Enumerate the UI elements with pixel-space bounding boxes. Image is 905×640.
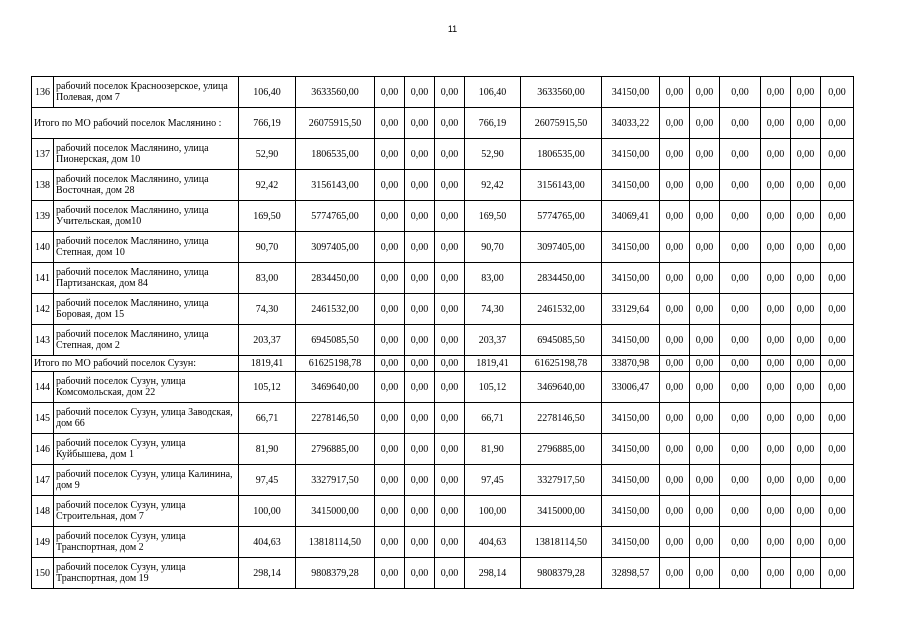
value-cell: 34150,00 bbox=[602, 170, 660, 201]
value-cell: 34150,00 bbox=[602, 434, 660, 465]
value-cell: 0,00 bbox=[761, 325, 791, 356]
value-cell: 0,00 bbox=[660, 108, 690, 139]
value-cell: 100,00 bbox=[465, 496, 521, 527]
value-cell: 0,00 bbox=[660, 434, 690, 465]
value-cell: 0,00 bbox=[791, 558, 821, 589]
value-cell: 0,00 bbox=[690, 356, 720, 372]
value-cell: 0,00 bbox=[821, 465, 854, 496]
value-cell: 0,00 bbox=[690, 527, 720, 558]
value-cell: 0,00 bbox=[761, 108, 791, 139]
value-cell: 52,90 bbox=[239, 139, 296, 170]
value-cell: 0,00 bbox=[690, 232, 720, 263]
table-row bbox=[32, 558, 854, 589]
value-cell: 0,00 bbox=[761, 294, 791, 325]
value-cell: 0,00 bbox=[761, 403, 791, 434]
value-cell: 0,00 bbox=[821, 108, 854, 139]
value-cell: 0,00 bbox=[660, 356, 690, 372]
value-cell: 0,00 bbox=[761, 496, 791, 527]
value-cell: 0,00 bbox=[375, 294, 405, 325]
value-cell: 0,00 bbox=[720, 139, 761, 170]
value-cell: 81,90 bbox=[465, 434, 521, 465]
value-cell: 2278146,50 bbox=[296, 403, 375, 434]
value-cell: 0,00 bbox=[791, 434, 821, 465]
value-cell: 90,70 bbox=[465, 232, 521, 263]
value-cell: 0,00 bbox=[375, 372, 405, 403]
value-cell: 0,00 bbox=[690, 108, 720, 139]
value-cell: 61625198,78 bbox=[296, 356, 375, 372]
value-cell: 0,00 bbox=[761, 356, 791, 372]
value-cell: 0,00 bbox=[791, 139, 821, 170]
value-cell: 0,00 bbox=[375, 232, 405, 263]
table-row bbox=[32, 263, 854, 294]
value-cell: 0,00 bbox=[435, 108, 465, 139]
value-cell: 404,63 bbox=[465, 527, 521, 558]
value-cell: 0,00 bbox=[405, 77, 435, 108]
address-cell: рабочий поселок Маслянино, улица Учительская, дом10 bbox=[54, 201, 239, 232]
value-cell: 0,00 bbox=[761, 527, 791, 558]
value-cell: 0,00 bbox=[791, 232, 821, 263]
table-row bbox=[32, 496, 854, 527]
value-cell: 0,00 bbox=[405, 434, 435, 465]
value-cell: 0,00 bbox=[375, 263, 405, 294]
row-number: 136 bbox=[32, 77, 54, 108]
value-cell: 0,00 bbox=[791, 356, 821, 372]
table-row bbox=[32, 294, 854, 325]
value-cell: 34150,00 bbox=[602, 325, 660, 356]
value-cell: 2278146,50 bbox=[521, 403, 602, 434]
value-cell: 5774765,00 bbox=[521, 201, 602, 232]
value-cell: 0,00 bbox=[405, 496, 435, 527]
value-cell: 0,00 bbox=[660, 201, 690, 232]
value-cell: 0,00 bbox=[660, 294, 690, 325]
value-cell: 105,12 bbox=[239, 372, 296, 403]
value-cell: 0,00 bbox=[375, 434, 405, 465]
value-cell: 0,00 bbox=[435, 139, 465, 170]
value-cell: 0,00 bbox=[720, 558, 761, 589]
row-number: 140 bbox=[32, 232, 54, 263]
value-cell: 0,00 bbox=[405, 558, 435, 589]
value-cell: 0,00 bbox=[761, 201, 791, 232]
value-cell: 0,00 bbox=[821, 403, 854, 434]
value-cell: 0,00 bbox=[690, 325, 720, 356]
value-cell: 0,00 bbox=[720, 403, 761, 434]
table-row bbox=[32, 232, 854, 263]
value-cell: 0,00 bbox=[375, 201, 405, 232]
value-cell: 0,00 bbox=[660, 232, 690, 263]
value-cell: 0,00 bbox=[791, 403, 821, 434]
value-cell: 0,00 bbox=[435, 372, 465, 403]
value-cell: 0,00 bbox=[821, 356, 854, 372]
value-cell: 0,00 bbox=[720, 356, 761, 372]
value-cell: 0,00 bbox=[405, 403, 435, 434]
row-number: 138 bbox=[32, 170, 54, 201]
value-cell: 34150,00 bbox=[602, 139, 660, 170]
value-cell: 34150,00 bbox=[602, 232, 660, 263]
value-cell: 2796885,00 bbox=[521, 434, 602, 465]
housing-table bbox=[31, 76, 854, 589]
value-cell: 0,00 bbox=[405, 201, 435, 232]
value-cell: 0,00 bbox=[375, 527, 405, 558]
value-cell: 0,00 bbox=[375, 496, 405, 527]
value-cell: 0,00 bbox=[435, 294, 465, 325]
value-cell: 0,00 bbox=[821, 372, 854, 403]
total-row bbox=[32, 356, 854, 372]
value-cell: 0,00 bbox=[720, 170, 761, 201]
value-cell: 0,00 bbox=[435, 434, 465, 465]
value-cell: 3327917,50 bbox=[521, 465, 602, 496]
value-cell: 0,00 bbox=[405, 527, 435, 558]
value-cell: 0,00 bbox=[791, 263, 821, 294]
value-cell: 298,14 bbox=[465, 558, 521, 589]
value-cell: 0,00 bbox=[791, 465, 821, 496]
value-cell: 0,00 bbox=[690, 403, 720, 434]
value-cell: 0,00 bbox=[660, 403, 690, 434]
value-cell: 3097405,00 bbox=[296, 232, 375, 263]
value-cell: 0,00 bbox=[720, 294, 761, 325]
table-row bbox=[32, 201, 854, 232]
value-cell: 0,00 bbox=[720, 372, 761, 403]
value-cell: 0,00 bbox=[791, 201, 821, 232]
value-cell: 0,00 bbox=[690, 139, 720, 170]
value-cell: 13818114,50 bbox=[521, 527, 602, 558]
value-cell: 0,00 bbox=[720, 263, 761, 294]
address-cell: рабочий поселок Маслянино, улица Степная, дом 10 bbox=[54, 232, 239, 263]
value-cell: 0,00 bbox=[435, 325, 465, 356]
value-cell: 0,00 bbox=[405, 232, 435, 263]
total-label: Итого по МО рабочий поселок Маслянино : bbox=[32, 108, 239, 139]
value-cell: 0,00 bbox=[375, 77, 405, 108]
value-cell: 97,45 bbox=[239, 465, 296, 496]
value-cell: 0,00 bbox=[690, 558, 720, 589]
value-cell: 0,00 bbox=[821, 201, 854, 232]
value-cell: 0,00 bbox=[791, 108, 821, 139]
address-cell: рабочий поселок Сузун, улица Строительная, дом 7 bbox=[54, 496, 239, 527]
table-row bbox=[32, 170, 854, 201]
value-cell: 0,00 bbox=[690, 201, 720, 232]
value-cell: 0,00 bbox=[761, 434, 791, 465]
row-number: 149 bbox=[32, 527, 54, 558]
value-cell: 3097405,00 bbox=[521, 232, 602, 263]
value-cell: 66,71 bbox=[239, 403, 296, 434]
value-cell: 9808379,28 bbox=[521, 558, 602, 589]
value-cell: 0,00 bbox=[435, 465, 465, 496]
address-cell: рабочий поселок Сузун, улица Транспортная, дом 2 bbox=[54, 527, 239, 558]
value-cell: 74,30 bbox=[239, 294, 296, 325]
value-cell: 34150,00 bbox=[602, 527, 660, 558]
row-number: 143 bbox=[32, 325, 54, 356]
value-cell: 0,00 bbox=[435, 170, 465, 201]
value-cell: 1806535,00 bbox=[521, 139, 602, 170]
value-cell: 0,00 bbox=[720, 527, 761, 558]
value-cell: 106,40 bbox=[239, 77, 296, 108]
value-cell: 0,00 bbox=[821, 527, 854, 558]
value-cell: 2461532,00 bbox=[521, 294, 602, 325]
value-cell: 1806535,00 bbox=[296, 139, 375, 170]
value-cell: 3633560,00 bbox=[521, 77, 602, 108]
value-cell: 0,00 bbox=[405, 465, 435, 496]
value-cell: 0,00 bbox=[435, 201, 465, 232]
value-cell: 3327917,50 bbox=[296, 465, 375, 496]
row-number: 146 bbox=[32, 434, 54, 465]
value-cell: 0,00 bbox=[821, 294, 854, 325]
value-cell: 0,00 bbox=[435, 558, 465, 589]
address-cell: рабочий поселок Сузун, улица Комсомольская, дом 22 bbox=[54, 372, 239, 403]
row-number: 144 bbox=[32, 372, 54, 403]
row-number: 141 bbox=[32, 263, 54, 294]
value-cell: 0,00 bbox=[761, 372, 791, 403]
page-number: 11 bbox=[447, 24, 458, 34]
value-cell: 34150,00 bbox=[602, 77, 660, 108]
value-cell: 0,00 bbox=[375, 170, 405, 201]
value-cell: 0,00 bbox=[791, 170, 821, 201]
address-cell: рабочий поселок Сузун, улица Транспортная, дом 19 bbox=[54, 558, 239, 589]
value-cell: 90,70 bbox=[239, 232, 296, 263]
value-cell: 0,00 bbox=[821, 139, 854, 170]
value-cell: 0,00 bbox=[720, 77, 761, 108]
value-cell: 105,12 bbox=[465, 372, 521, 403]
table-row bbox=[32, 434, 854, 465]
value-cell: 13818114,50 bbox=[296, 527, 375, 558]
value-cell: 0,00 bbox=[821, 170, 854, 201]
value-cell: 0,00 bbox=[435, 496, 465, 527]
value-cell: 0,00 bbox=[821, 232, 854, 263]
value-cell: 3415000,00 bbox=[296, 496, 375, 527]
value-cell: 3156143,00 bbox=[521, 170, 602, 201]
address-cell: рабочий поселок Маслянино, улица Восточная, дом 28 bbox=[54, 170, 239, 201]
value-cell: 0,00 bbox=[720, 325, 761, 356]
value-cell: 404,63 bbox=[239, 527, 296, 558]
address-cell: рабочий поселок Маслянино, улица Пионерская, дом 10 bbox=[54, 139, 239, 170]
value-cell: 83,00 bbox=[465, 263, 521, 294]
value-cell: 34150,00 bbox=[602, 403, 660, 434]
value-cell: 0,00 bbox=[690, 372, 720, 403]
value-cell: 33129,64 bbox=[602, 294, 660, 325]
value-cell: 106,40 bbox=[465, 77, 521, 108]
value-cell: 2461532,00 bbox=[296, 294, 375, 325]
value-cell: 3156143,00 bbox=[296, 170, 375, 201]
value-cell: 203,37 bbox=[465, 325, 521, 356]
value-cell: 83,00 bbox=[239, 263, 296, 294]
value-cell: 0,00 bbox=[791, 496, 821, 527]
row-number: 145 bbox=[32, 403, 54, 434]
value-cell: 3469640,00 bbox=[296, 372, 375, 403]
value-cell: 0,00 bbox=[761, 77, 791, 108]
value-cell: 0,00 bbox=[720, 108, 761, 139]
value-cell: 74,30 bbox=[465, 294, 521, 325]
value-cell: 0,00 bbox=[435, 527, 465, 558]
value-cell: 0,00 bbox=[405, 263, 435, 294]
value-cell: 0,00 bbox=[791, 77, 821, 108]
value-cell: 3469640,00 bbox=[521, 372, 602, 403]
value-cell: 0,00 bbox=[375, 558, 405, 589]
value-cell: 34150,00 bbox=[602, 263, 660, 294]
row-number: 148 bbox=[32, 496, 54, 527]
address-cell: рабочий поселок Маслянино, улица Боровая, дом 15 bbox=[54, 294, 239, 325]
value-cell: 0,00 bbox=[791, 294, 821, 325]
value-cell: 9808379,28 bbox=[296, 558, 375, 589]
total-row bbox=[32, 108, 854, 139]
table-row bbox=[32, 139, 854, 170]
value-cell: 203,37 bbox=[239, 325, 296, 356]
value-cell: 0,00 bbox=[435, 403, 465, 434]
address-cell: рабочий поселок Сузун, улица Куйбышева, дом 1 bbox=[54, 434, 239, 465]
value-cell: 0,00 bbox=[375, 356, 405, 372]
total-label: Итого по МО рабочий поселок Сузун: bbox=[32, 356, 239, 372]
value-cell: 2834450,00 bbox=[296, 263, 375, 294]
value-cell: 0,00 bbox=[821, 263, 854, 294]
value-cell: 2796885,00 bbox=[296, 434, 375, 465]
value-cell: 0,00 bbox=[720, 496, 761, 527]
value-cell: 0,00 bbox=[690, 77, 720, 108]
value-cell: 33870,98 bbox=[602, 356, 660, 372]
value-cell: 5774765,00 bbox=[296, 201, 375, 232]
value-cell: 169,50 bbox=[239, 201, 296, 232]
value-cell: 34069,41 bbox=[602, 201, 660, 232]
value-cell: 0,00 bbox=[660, 465, 690, 496]
value-cell: 0,00 bbox=[761, 170, 791, 201]
value-cell: 0,00 bbox=[405, 108, 435, 139]
value-cell: 1819,41 bbox=[239, 356, 296, 372]
value-cell: 0,00 bbox=[405, 325, 435, 356]
value-cell: 33006,47 bbox=[602, 372, 660, 403]
value-cell: 3415000,00 bbox=[521, 496, 602, 527]
value-cell: 0,00 bbox=[821, 558, 854, 589]
value-cell: 0,00 bbox=[720, 465, 761, 496]
value-cell: 0,00 bbox=[761, 558, 791, 589]
value-cell: 3633560,00 bbox=[296, 77, 375, 108]
value-cell: 766,19 bbox=[465, 108, 521, 139]
value-cell: 0,00 bbox=[720, 434, 761, 465]
value-cell: 0,00 bbox=[435, 77, 465, 108]
value-cell: 0,00 bbox=[435, 263, 465, 294]
value-cell: 32898,57 bbox=[602, 558, 660, 589]
value-cell: 6945085,50 bbox=[296, 325, 375, 356]
value-cell: 0,00 bbox=[660, 263, 690, 294]
value-cell: 0,00 bbox=[821, 434, 854, 465]
value-cell: 100,00 bbox=[239, 496, 296, 527]
value-cell: 0,00 bbox=[720, 232, 761, 263]
value-cell: 169,50 bbox=[465, 201, 521, 232]
table-row bbox=[32, 527, 854, 558]
value-cell: 0,00 bbox=[791, 372, 821, 403]
value-cell: 6945085,50 bbox=[521, 325, 602, 356]
table-row bbox=[32, 403, 854, 434]
value-cell: 0,00 bbox=[375, 465, 405, 496]
address-cell: рабочий поселок Маслянино, улица Партизанская, дом 84 bbox=[54, 263, 239, 294]
value-cell: 0,00 bbox=[791, 325, 821, 356]
address-cell: рабочий поселок Красноозерское, улица Полевая, дом 7 bbox=[54, 77, 239, 108]
value-cell: 0,00 bbox=[660, 496, 690, 527]
value-cell: 92,42 bbox=[465, 170, 521, 201]
address-cell: рабочий поселок Маслянино, улица Степная, дом 2 bbox=[54, 325, 239, 356]
value-cell: 0,00 bbox=[690, 263, 720, 294]
value-cell: 298,14 bbox=[239, 558, 296, 589]
row-number: 137 bbox=[32, 139, 54, 170]
value-cell: 0,00 bbox=[720, 201, 761, 232]
value-cell: 766,19 bbox=[239, 108, 296, 139]
value-cell: 0,00 bbox=[405, 356, 435, 372]
value-cell: 0,00 bbox=[791, 527, 821, 558]
value-cell: 0,00 bbox=[690, 434, 720, 465]
value-cell: 34150,00 bbox=[602, 465, 660, 496]
value-cell: 0,00 bbox=[375, 139, 405, 170]
value-cell: 0,00 bbox=[761, 232, 791, 263]
value-cell: 0,00 bbox=[660, 372, 690, 403]
value-cell: 0,00 bbox=[405, 139, 435, 170]
row-number: 142 bbox=[32, 294, 54, 325]
value-cell: 0,00 bbox=[690, 170, 720, 201]
value-cell: 34033,22 bbox=[602, 108, 660, 139]
value-cell: 0,00 bbox=[761, 465, 791, 496]
value-cell: 92,42 bbox=[239, 170, 296, 201]
value-cell: 0,00 bbox=[405, 170, 435, 201]
value-cell: 0,00 bbox=[660, 77, 690, 108]
address-cell: рабочий поселок Сузун, улица Калинина, дом 9 bbox=[54, 465, 239, 496]
value-cell: 1819,41 bbox=[465, 356, 521, 372]
value-cell: 0,00 bbox=[660, 558, 690, 589]
table-row bbox=[32, 372, 854, 403]
row-number: 150 bbox=[32, 558, 54, 589]
value-cell: 0,00 bbox=[761, 263, 791, 294]
value-cell: 0,00 bbox=[660, 325, 690, 356]
value-cell: 0,00 bbox=[821, 325, 854, 356]
value-cell: 0,00 bbox=[821, 77, 854, 108]
value-cell: 26075915,50 bbox=[296, 108, 375, 139]
value-cell: 0,00 bbox=[435, 356, 465, 372]
row-number: 147 bbox=[32, 465, 54, 496]
value-cell: 0,00 bbox=[660, 527, 690, 558]
value-cell: 0,00 bbox=[375, 403, 405, 434]
value-cell: 26075915,50 bbox=[521, 108, 602, 139]
value-cell: 0,00 bbox=[660, 170, 690, 201]
address-cell: рабочий поселок Сузун, улица Заводская, дом 66 bbox=[54, 403, 239, 434]
value-cell: 34150,00 bbox=[602, 496, 660, 527]
value-cell: 0,00 bbox=[690, 496, 720, 527]
value-cell: 81,90 bbox=[239, 434, 296, 465]
table-row bbox=[32, 77, 854, 108]
value-cell: 52,90 bbox=[465, 139, 521, 170]
table-body bbox=[32, 77, 854, 589]
value-cell: 0,00 bbox=[375, 108, 405, 139]
value-cell: 0,00 bbox=[405, 294, 435, 325]
value-cell: 0,00 bbox=[690, 465, 720, 496]
value-cell: 0,00 bbox=[690, 294, 720, 325]
value-cell: 0,00 bbox=[405, 372, 435, 403]
value-cell: 0,00 bbox=[660, 139, 690, 170]
table-row bbox=[32, 325, 854, 356]
value-cell: 0,00 bbox=[821, 496, 854, 527]
value-cell: 2834450,00 bbox=[521, 263, 602, 294]
value-cell: 0,00 bbox=[761, 139, 791, 170]
value-cell: 97,45 bbox=[465, 465, 521, 496]
table-row bbox=[32, 465, 854, 496]
value-cell: 0,00 bbox=[375, 325, 405, 356]
value-cell: 61625198,78 bbox=[521, 356, 602, 372]
row-number: 139 bbox=[32, 201, 54, 232]
value-cell: 66,71 bbox=[465, 403, 521, 434]
value-cell: 0,00 bbox=[435, 232, 465, 263]
